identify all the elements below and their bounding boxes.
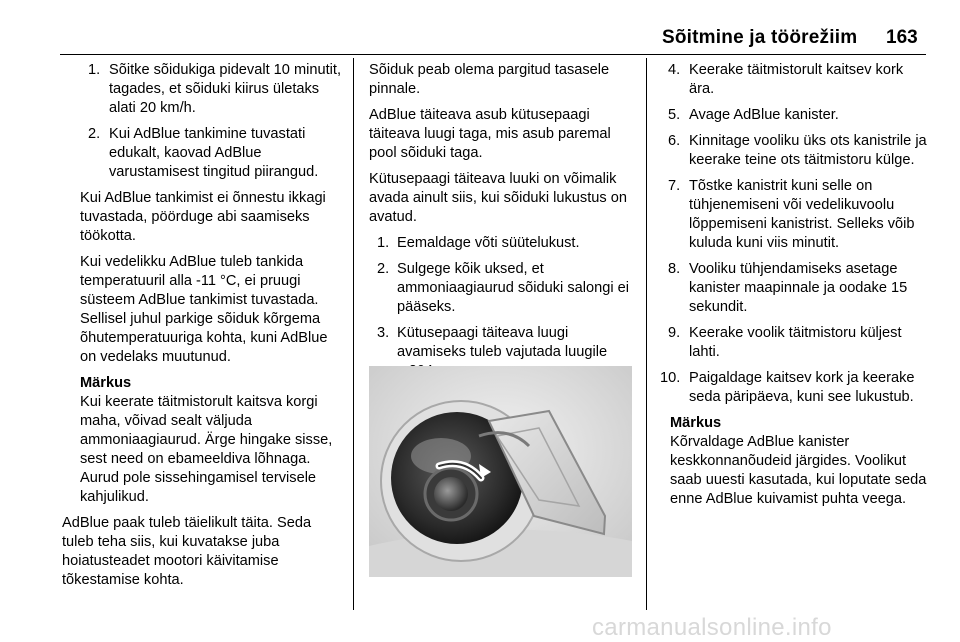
list-item: [662, 132, 928, 170]
step-number: 7.: [668, 178, 681, 194]
step-text: Keerake täitmistorult kaitsev kork ära.: [689, 62, 904, 97]
step-text: Kui AdBlue tankimine tuvastati edukalt, kaovad AdBlue varustamisest tingitud piirangud.: [109, 126, 319, 180]
watermark: carmanualsonline.info: [592, 614, 832, 641]
column-divider-1: [353, 58, 354, 610]
paragraph: Kütusepaagi täiteava luuki on võimalik avada ainult siis, kui sõiduki lukustus on avatud.: [369, 171, 627, 225]
list-item: [662, 369, 928, 407]
paragraph: Kui vedelikku AdBlue tuleb tankida temperatuuril alla -11 °C, ei pruugi süsteem AdBlue tankimist tuvastada. Sellisel juhul parkige sõiduk kõrgema õhutemperatuuriga kohta, kuni AdBlue on vedelaks muutunud.: [80, 254, 328, 365]
step-number: 1.: [377, 235, 390, 251]
step-text: Paigaldage kaitsev kork ja keerake seda päripäeva, kuni see lukustub.: [689, 370, 915, 405]
step-text: Sulgege kõik uksed, et ammoniaagiaurud sõiduki salongi ei pääseks.: [397, 261, 630, 315]
step-text: Kütusepaagi täiteava luugi avamiseks tuleb vajutada luugile: [397, 325, 608, 360]
list-item: [662, 260, 928, 317]
note-title: Märkus: [670, 415, 722, 431]
column-left: [62, 61, 346, 597]
paragraph: AdBlue täiteava asub kütusepaagi täiteava luugi taga, mis asub paremal pool sõiduki taga.: [369, 107, 611, 161]
list-item: [62, 61, 346, 118]
column-divider-2: [646, 58, 647, 610]
step-number: 5.: [668, 107, 681, 123]
step-number: 10.: [660, 370, 681, 386]
paragraph: AdBlue paak tuleb täielikult täita. Seda tuleb teha siis, kui kuvatakse juba hoiatusteadet mootori käivitamise tõkestamise kohta.: [62, 515, 312, 588]
section-title: Sõitmine ja töörežiim: [662, 27, 858, 48]
list-item: [369, 234, 637, 253]
list-item: [62, 125, 346, 182]
column-right: [662, 61, 928, 516]
note-title: Märkus: [80, 375, 132, 391]
list-item: [662, 177, 928, 253]
note-text: Kõrvaldage AdBlue kanister keskkonnanõudeid järgides. Voolikut saab uuesti kasutada, kui loputate seda enne AdBlue kuivamist puhta veega.: [670, 434, 927, 507]
step-number: 1.: [88, 62, 101, 78]
column-middle: [369, 61, 637, 388]
list-item: [662, 324, 928, 362]
step-text: Vooliku tühjendamiseks asetage kanister maapinnale ja oodake 15 sekundit.: [689, 261, 908, 315]
note-box: [80, 374, 346, 507]
list-item: [369, 260, 637, 317]
step-number: 4.: [668, 62, 681, 78]
step-text: Keerake voolik täitmistoru küljest lahti.: [689, 325, 902, 360]
note-text: Kui keerate täitmistorult kaitsva korgi maha, võivad sealt väljuda ammoniaagiaurud. Ärge hingake sisse, sest need on ebameeldiva lõhnaga. Aurud pole sissehingamisel tervisele kahjulikud.: [80, 394, 333, 505]
paragraph: Kui AdBlue tankimist ei õnnestu ikkagi tuvastada, pöörduge abi saamiseks töökotta.: [80, 190, 326, 244]
note-box: [662, 414, 928, 509]
paragraph: Sõiduk peab olema pargitud tasasele pinnale.: [369, 62, 610, 97]
step-text: Sõitke sõidukiga pidevalt 10 minutit, tagades, et sõiduki kiirus ületaks alati 20 km/h.: [109, 62, 342, 116]
header-rule: [60, 54, 926, 55]
steps-list-1: [62, 61, 346, 182]
step-number: 9.: [668, 325, 681, 341]
step-number: 3.: [377, 325, 390, 341]
step-text: Eemaldage võti süütelukust.: [397, 235, 580, 251]
step-text: Avage AdBlue kanister.: [689, 107, 839, 123]
step-number: 2.: [88, 126, 101, 142]
step-text: Tõstke kanistrit kuni selle on tühjenemiseni või vedelikuvoolu lõppemiseni kanistrist. Selleks võib kuluda kuni viis minutit.: [689, 178, 915, 251]
adblue-filler-illustration: [369, 366, 632, 577]
step-number: 2.: [377, 261, 390, 277]
list-item: [662, 61, 928, 99]
step-number: 6.: [668, 133, 681, 149]
steps-list-3: [662, 61, 928, 407]
list-item: [662, 106, 928, 125]
steps-list-2: [369, 234, 637, 381]
step-text: Kinnitage vooliku üks ots kanistrile ja keerake teine ots täitmistoru külge.: [689, 133, 927, 168]
step-number: 8.: [668, 261, 681, 277]
page-number: 163: [886, 27, 918, 48]
